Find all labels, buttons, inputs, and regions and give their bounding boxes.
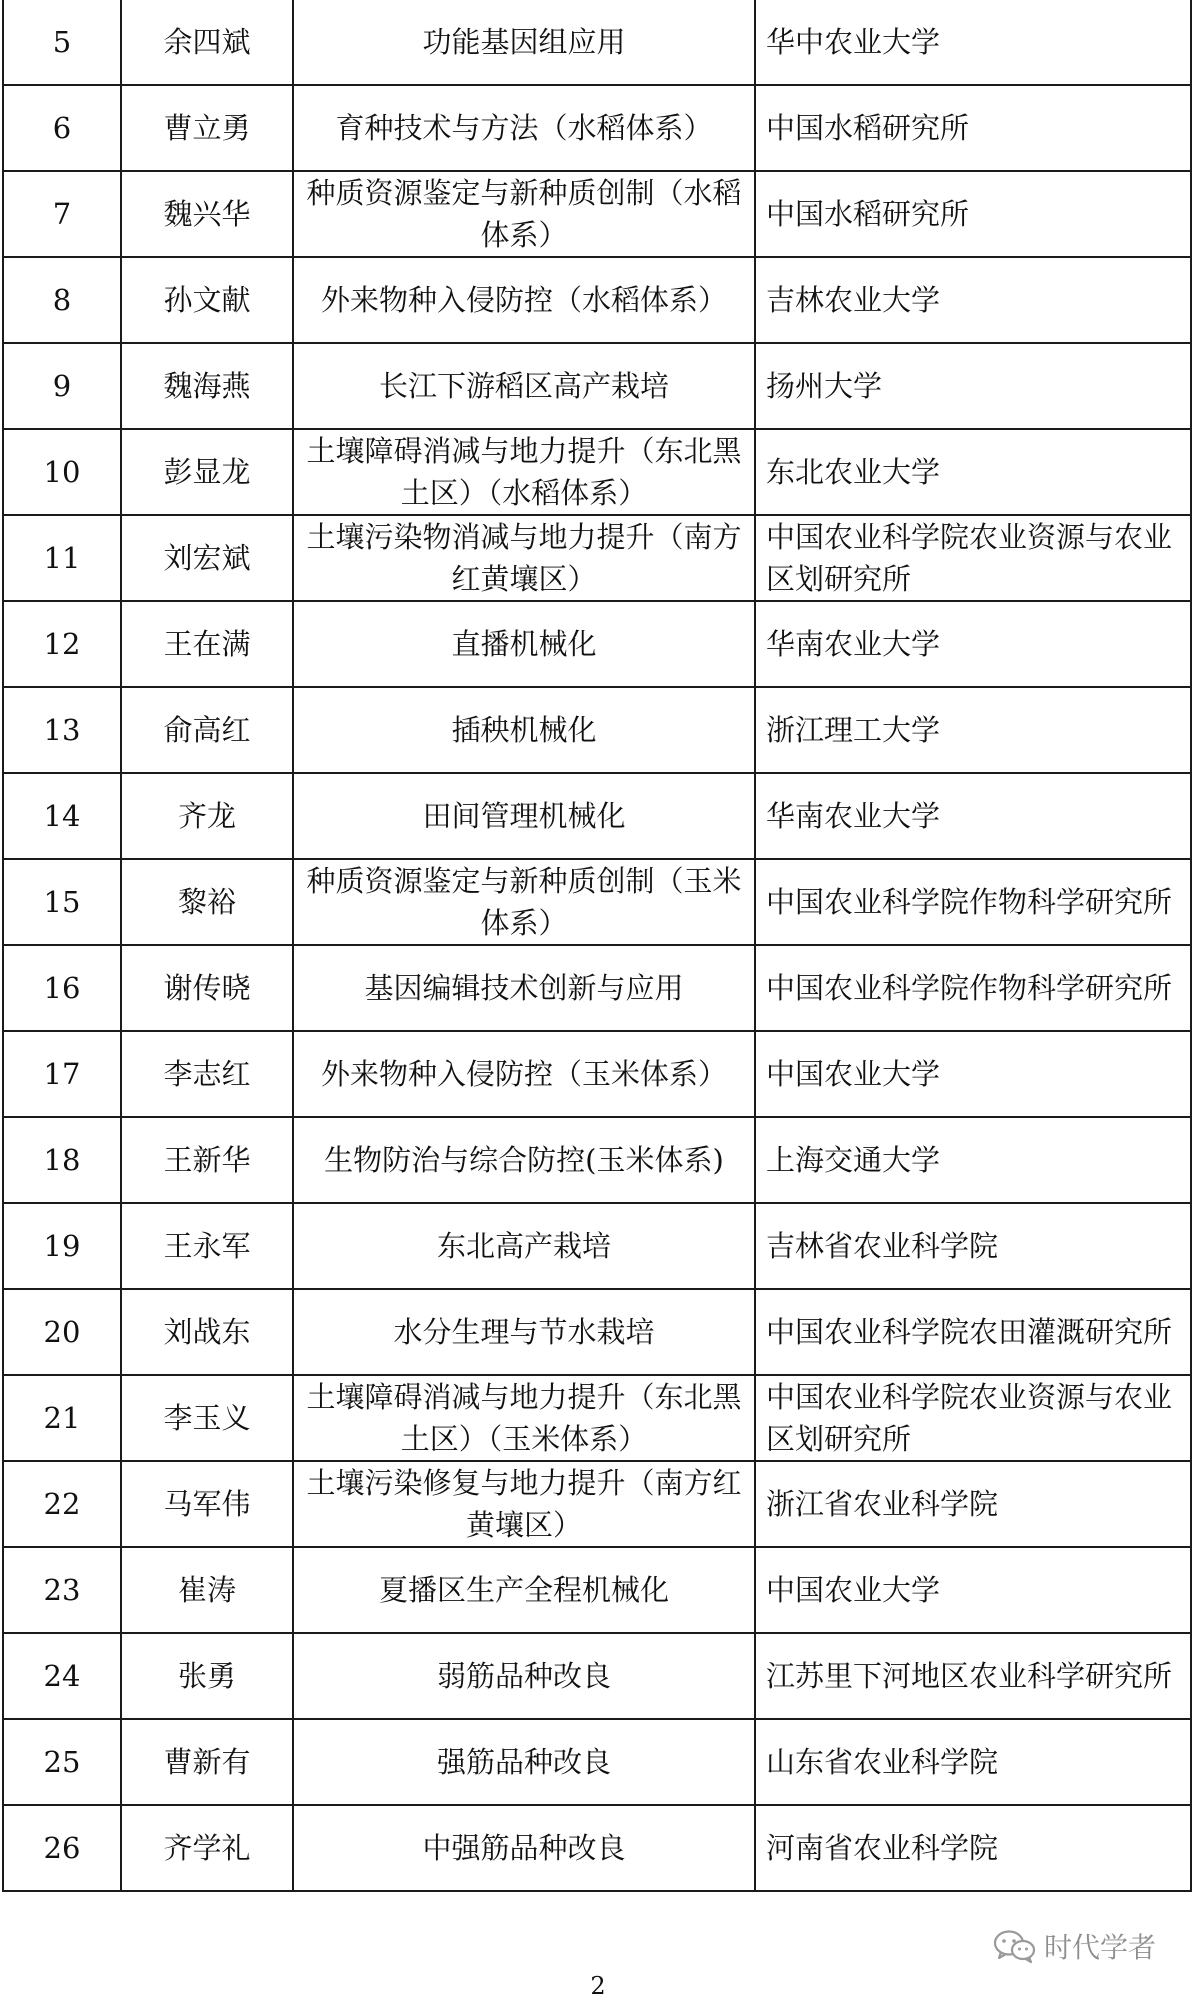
cell-unit: 江苏里下河地区农业科学研究所 bbox=[755, 1633, 1191, 1719]
table-row bbox=[3, 1375, 1191, 1461]
cell-unit: 中国农业大学 bbox=[755, 1031, 1191, 1117]
table-row bbox=[3, 1805, 1191, 1891]
cell-unit: 山东省农业科学院 bbox=[755, 1719, 1191, 1805]
cell-number: 12 bbox=[3, 601, 121, 687]
cell-position: 种质资源鉴定与新种质创制（玉米体系） bbox=[293, 859, 755, 945]
cell-name: 李志红 bbox=[121, 1031, 293, 1117]
cell-position: 土壤障碍消减与地力提升（东北黑土区）（玉米体系） bbox=[293, 1375, 755, 1461]
cell-number: 9 bbox=[3, 343, 121, 429]
cell-unit: 吉林农业大学 bbox=[755, 257, 1191, 343]
cell-name: 崔涛 bbox=[121, 1547, 293, 1633]
table-body bbox=[3, 0, 1191, 1891]
table-row bbox=[3, 257, 1191, 343]
table-row bbox=[3, 1633, 1191, 1719]
cell-position: 夏播区生产全程机械化 bbox=[293, 1547, 755, 1633]
table-row bbox=[3, 1203, 1191, 1289]
cell-name: 齐龙 bbox=[121, 773, 293, 859]
cell-unit: 华南农业大学 bbox=[755, 773, 1191, 859]
cell-unit: 中国农业科学院农业资源与农业区划研究所 bbox=[755, 1375, 1191, 1461]
cell-unit: 中国农业科学院农业资源与农业区划研究所 bbox=[755, 515, 1191, 601]
wechat-icon bbox=[992, 1928, 1036, 1964]
cell-name: 马军伟 bbox=[121, 1461, 293, 1547]
cell-number: 7 bbox=[3, 171, 121, 257]
cell-number: 16 bbox=[3, 945, 121, 1031]
cell-unit: 中国农业科学院作物科学研究所 bbox=[755, 859, 1191, 945]
page-number: 2 bbox=[590, 1972, 606, 2000]
cell-name: 王在满 bbox=[121, 601, 293, 687]
table-row bbox=[3, 773, 1191, 859]
cell-name: 谢传晓 bbox=[121, 945, 293, 1031]
cell-unit: 华南农业大学 bbox=[755, 601, 1191, 687]
cell-position: 功能基因组应用 bbox=[293, 0, 755, 85]
cell-unit: 中国农业大学 bbox=[755, 1547, 1191, 1633]
cell-position: 育种技术与方法（水稻体系） bbox=[293, 85, 755, 171]
cell-unit: 吉林省农业科学院 bbox=[755, 1203, 1191, 1289]
cell-unit: 中国农业科学院作物科学研究所 bbox=[755, 945, 1191, 1031]
cell-name: 余四斌 bbox=[121, 0, 293, 85]
cell-unit: 东北农业大学 bbox=[755, 429, 1191, 515]
cell-number: 24 bbox=[3, 1633, 121, 1719]
cell-name: 俞高红 bbox=[121, 687, 293, 773]
cell-name: 王永军 bbox=[121, 1203, 293, 1289]
cell-unit: 河南省农业科学院 bbox=[755, 1805, 1191, 1891]
table-row bbox=[3, 1031, 1191, 1117]
cell-name: 刘宏斌 bbox=[121, 515, 293, 601]
cell-name: 李玉义 bbox=[121, 1375, 293, 1461]
cell-name: 齐学礼 bbox=[121, 1805, 293, 1891]
table-row bbox=[3, 1719, 1191, 1805]
cell-position: 中强筋品种改良 bbox=[293, 1805, 755, 1891]
cell-name: 王新华 bbox=[121, 1117, 293, 1203]
cell-name: 曹新有 bbox=[121, 1719, 293, 1805]
cell-position: 土壤污染物消减与地力提升（南方红黄壤区） bbox=[293, 515, 755, 601]
cell-number: 8 bbox=[3, 257, 121, 343]
cell-position: 外来物种入侵防控（玉米体系） bbox=[293, 1031, 755, 1117]
cell-unit: 浙江省农业科学院 bbox=[755, 1461, 1191, 1547]
cell-name: 张勇 bbox=[121, 1633, 293, 1719]
cell-name: 曹立勇 bbox=[121, 85, 293, 171]
cell-number: 13 bbox=[3, 687, 121, 773]
cell-position: 土壤障碍消减与地力提升（东北黑土区）（水稻体系） bbox=[293, 429, 755, 515]
cell-number: 20 bbox=[3, 1289, 121, 1375]
cell-number: 15 bbox=[3, 859, 121, 945]
cell-position: 外来物种入侵防控（水稻体系） bbox=[293, 257, 755, 343]
cell-position: 插秧机械化 bbox=[293, 687, 755, 773]
expert-table bbox=[2, 0, 1192, 1892]
table-row bbox=[3, 1461, 1191, 1547]
watermark-text: 时代学者 bbox=[1043, 1931, 1156, 1964]
cell-unit: 上海交通大学 bbox=[755, 1117, 1191, 1203]
table-row bbox=[3, 1117, 1191, 1203]
cell-unit: 中国水稻研究所 bbox=[755, 85, 1191, 171]
watermark bbox=[992, 1926, 1156, 1966]
cell-number: 14 bbox=[3, 773, 121, 859]
table-row bbox=[3, 1547, 1191, 1633]
cell-number: 17 bbox=[3, 1031, 121, 1117]
table-row bbox=[3, 85, 1191, 171]
cell-unit: 中国农业科学院农田灌溉研究所 bbox=[755, 1289, 1191, 1375]
table-row bbox=[3, 343, 1191, 429]
table-row bbox=[3, 515, 1191, 601]
cell-name: 魏海燕 bbox=[121, 343, 293, 429]
cell-position: 直播机械化 bbox=[293, 601, 755, 687]
cell-number: 10 bbox=[3, 429, 121, 515]
cell-number: 26 bbox=[3, 1805, 121, 1891]
cell-number: 25 bbox=[3, 1719, 121, 1805]
table-row bbox=[3, 1289, 1191, 1375]
cell-position: 田间管理机械化 bbox=[293, 773, 755, 859]
cell-number: 6 bbox=[3, 85, 121, 171]
table-row bbox=[3, 171, 1191, 257]
cell-name: 孙文献 bbox=[121, 257, 293, 343]
cell-unit: 扬州大学 bbox=[755, 343, 1191, 429]
table-row bbox=[3, 687, 1191, 773]
cell-name: 彭显龙 bbox=[121, 429, 293, 515]
cell-name: 魏兴华 bbox=[121, 171, 293, 257]
cell-position: 土壤污染修复与地力提升（南方红黄壤区） bbox=[293, 1461, 755, 1547]
table-row bbox=[3, 0, 1191, 85]
cell-position: 东北高产栽培 bbox=[293, 1203, 755, 1289]
cell-number: 18 bbox=[3, 1117, 121, 1203]
cell-position: 强筋品种改良 bbox=[293, 1719, 755, 1805]
cell-number: 19 bbox=[3, 1203, 121, 1289]
table-row bbox=[3, 429, 1191, 515]
cell-number: 21 bbox=[3, 1375, 121, 1461]
cell-position: 长江下游稻区高产栽培 bbox=[293, 343, 755, 429]
table-row bbox=[3, 945, 1191, 1031]
cell-position: 水分生理与节水栽培 bbox=[293, 1289, 755, 1375]
table-row bbox=[3, 601, 1191, 687]
cell-unit: 浙江理工大学 bbox=[755, 687, 1191, 773]
cell-position: 生物防治与综合防控(玉米体系) bbox=[293, 1117, 755, 1203]
cell-number: 23 bbox=[3, 1547, 121, 1633]
cell-position: 种质资源鉴定与新种质创制（水稻体系） bbox=[293, 171, 755, 257]
cell-number: 5 bbox=[3, 0, 121, 85]
cell-number: 11 bbox=[3, 515, 121, 601]
cell-unit: 中国水稻研究所 bbox=[755, 171, 1191, 257]
table-row bbox=[3, 859, 1191, 945]
cell-name: 刘战东 bbox=[121, 1289, 293, 1375]
cell-position: 弱筋品种改良 bbox=[293, 1633, 755, 1719]
cell-unit: 华中农业大学 bbox=[755, 0, 1191, 85]
cell-position: 基因编辑技术创新与应用 bbox=[293, 945, 755, 1031]
cell-name: 黎裕 bbox=[121, 859, 293, 945]
cell-number: 22 bbox=[3, 1461, 121, 1547]
